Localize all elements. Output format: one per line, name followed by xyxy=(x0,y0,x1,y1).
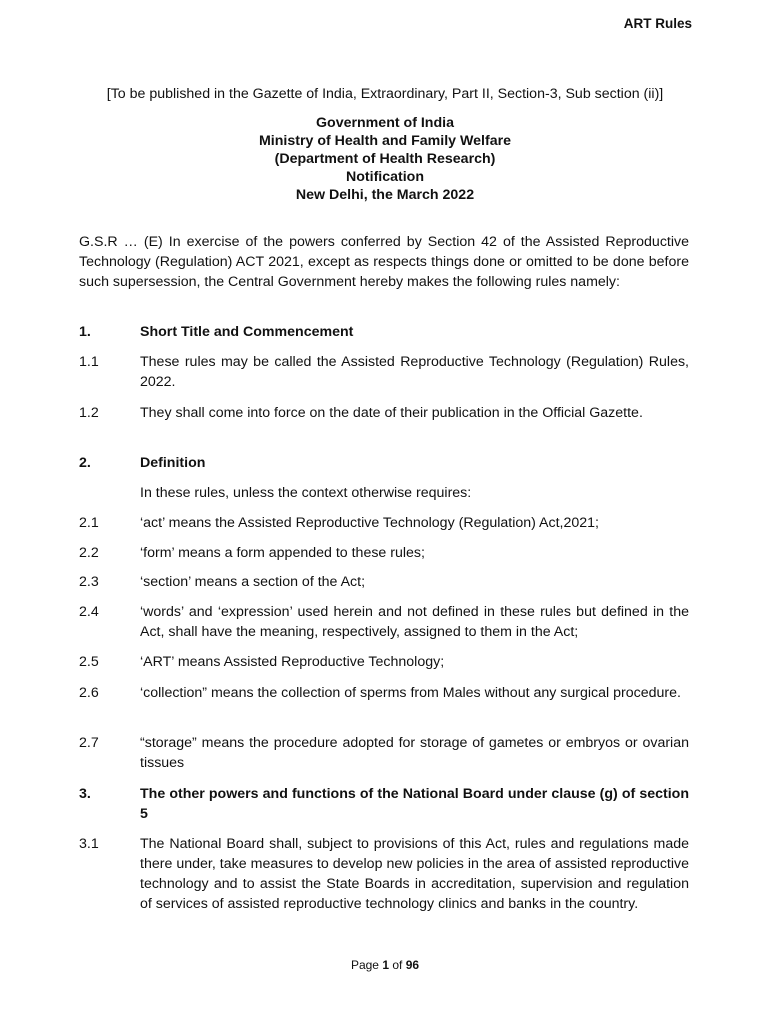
section-number: 1.2 xyxy=(79,405,99,421)
section-text: Definition xyxy=(140,455,206,471)
section-text: ‘form’ means a form appended to these rules; xyxy=(140,545,425,561)
section-number: 2. xyxy=(79,455,91,471)
running-head: ART Rules xyxy=(623,16,692,31)
heading-line-department: (Department of Health Research) xyxy=(274,151,496,167)
section-text: ‘words’ and ‘expression’ used herein and not defined in these rules but defined in the Act, shall have the meaning, respectively, assigned to them in the Act; xyxy=(140,604,689,640)
section-text: ‘ART’ means Assisted Reproductive Technology; xyxy=(140,654,445,670)
heading-line-government: Government of India xyxy=(316,115,454,131)
section-text: They shall come into force on the date of their publication in the Official Gazette. xyxy=(140,405,643,421)
gazette-line: [To be published in the Gazette of India, Extraordinary, Part II, Section-3, Sub section (ii)] xyxy=(106,86,664,102)
section-text: “storage” means the procedure adopted for storage of gametes or embryos or ovarian tissues xyxy=(140,735,689,771)
heading-line-notification: Notification xyxy=(345,169,425,185)
footer-prefix: Page xyxy=(350,958,383,972)
section-text: Short Title and Commencement xyxy=(140,324,354,340)
section-number: 1.1 xyxy=(79,354,99,370)
section-number: 2.5 xyxy=(79,654,99,670)
section-number: 3.1 xyxy=(79,836,99,852)
section-text: ‘collection” means the collection of sperms from Males without any surgical procedure. xyxy=(140,685,681,701)
section-number: 2.2 xyxy=(79,545,99,561)
heading-line-place-date: New Delhi, the March 2022 xyxy=(295,187,475,203)
page-footer xyxy=(0,958,770,972)
section-text: The other powers and functions of the National Board under clause (g) of section 5 xyxy=(140,786,689,822)
section-text: The National Board shall, subject to provisions of this Act, rules and regulations made there under, take measures to develop new policies in the area of assisted reproductive technology and to assist the State Boards in accreditation, supervision and regulation of services of assisted reproductive technology clinics and banks in the country. xyxy=(140,836,689,912)
section-number: 2.4 xyxy=(79,604,99,620)
section-number: 2.1 xyxy=(79,515,99,531)
footer-of: of xyxy=(389,958,406,972)
section-text: ‘act’ means the Assisted Reproductive Technology (Regulation) Act,2021; xyxy=(140,515,599,531)
section-text: In these rules, unless the context otherwise requires: xyxy=(140,485,472,501)
section-number: 2.6 xyxy=(79,685,99,701)
section-number: 3. xyxy=(79,786,91,802)
preamble-paragraph: G.S.R … (E) In exercise of the powers conferred by Section 42 of the Assisted Reproductive Technology (Regulation) ACT 2021, except as respects things done or omitted to be done before such supersession, the Central Government hereby makes the following rules namely: xyxy=(79,234,689,290)
section-text: ‘section’ means a section of the Act; xyxy=(140,574,366,590)
section-number: 2.3 xyxy=(79,574,99,590)
heading-line-ministry: Ministry of Health and Family Welfare xyxy=(258,133,511,149)
section-number: 2.7 xyxy=(79,735,99,751)
notification-heading xyxy=(0,114,770,204)
section-number: 1. xyxy=(79,324,91,340)
section-text: These rules may be called the Assisted Reproductive Technology (Regulation) Rules, 2022. xyxy=(140,354,689,390)
footer-total-pages: 96 xyxy=(405,958,420,972)
footer-current-page: 1 xyxy=(382,958,389,972)
